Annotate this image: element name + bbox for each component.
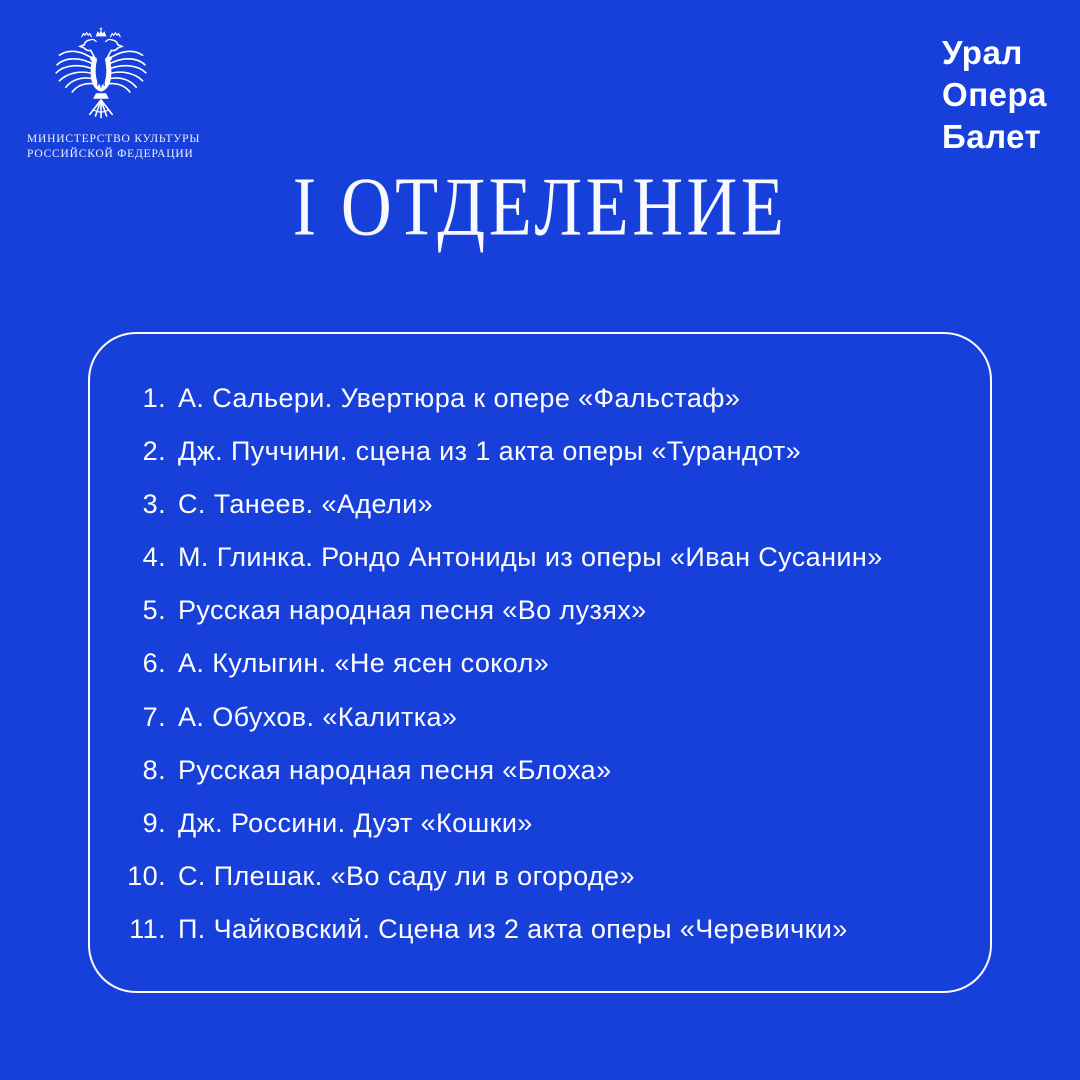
item-text: А. Обухов. «Калитка»: [178, 701, 458, 732]
item-number: 2.: [142, 436, 166, 467]
item-number: 4.: [142, 542, 166, 573]
item-text: А. Сальери. Увертюра к опере «Фальстаф»: [178, 383, 741, 413]
item-text: Русская народная песня «Блоха»: [178, 754, 612, 785]
logo-line-ballet: Балет: [942, 117, 1042, 155]
item-number: 11.: [129, 913, 166, 944]
title-wrap: [0, 160, 1080, 254]
program-box: [88, 332, 992, 993]
program-list-item: [118, 915, 960, 943]
item-number: 7.: [142, 701, 166, 732]
ministry-name-line1: МИНИСТЕРСТВО КУЛЬТУРЫ: [27, 133, 201, 145]
program-list-item: [118, 809, 960, 837]
item-number: 5.: [142, 595, 166, 626]
program-list: [118, 384, 960, 943]
item-text: Дж. Пуччини. сцена из 1 акта оперы «Турандот»: [178, 436, 802, 467]
program-list-item: [118, 384, 960, 412]
program-list-item: [118, 756, 960, 784]
item-text: М. Глинка. Рондо Антониды из оперы «Иван Сусанин»: [178, 542, 883, 573]
page-title: I ОТДЕЛЕНИЕ: [292, 161, 788, 254]
program-list-item: [118, 862, 960, 890]
logo-line-opera: Опера: [942, 75, 1047, 113]
item-text: С. Плешак. «Во саду ли в огороде»: [178, 860, 635, 891]
program-list-item: [118, 490, 960, 518]
item-number: 1.: [142, 383, 166, 413]
item-number: 9.: [142, 807, 166, 838]
program-list-item: [118, 437, 960, 465]
logo-line-ural: Урал: [942, 34, 1023, 71]
program-list-item: [118, 649, 960, 677]
item-number: 6.: [142, 648, 166, 679]
program-list-item: [118, 703, 960, 731]
program-list-item: [118, 596, 960, 624]
item-number: 10.: [127, 860, 166, 891]
item-text: А. Кулыгин. «Не ясен сокол»: [178, 648, 550, 679]
ministry-name-line2: РОССИЙСКОЙ ФЕДЕРАЦИИ: [27, 147, 194, 160]
item-number: 8.: [142, 754, 166, 785]
item-text: Русская народная песня «Во лузях»: [178, 595, 647, 626]
item-text: Дж. Россини. Дуэт «Кошки»: [178, 807, 533, 838]
item-text: П. Чайковский. Сцена из 2 акта оперы «Черевички»: [178, 913, 848, 944]
program-list-item: [118, 543, 960, 571]
item-number: 3.: [142, 489, 166, 520]
item-text: С. Танеев. «Адели»: [178, 489, 434, 520]
ministry-block: [27, 26, 201, 161]
ministry-emblem-icon: [53, 26, 149, 126]
ural-opera-ballet-logo: [942, 32, 1047, 158]
